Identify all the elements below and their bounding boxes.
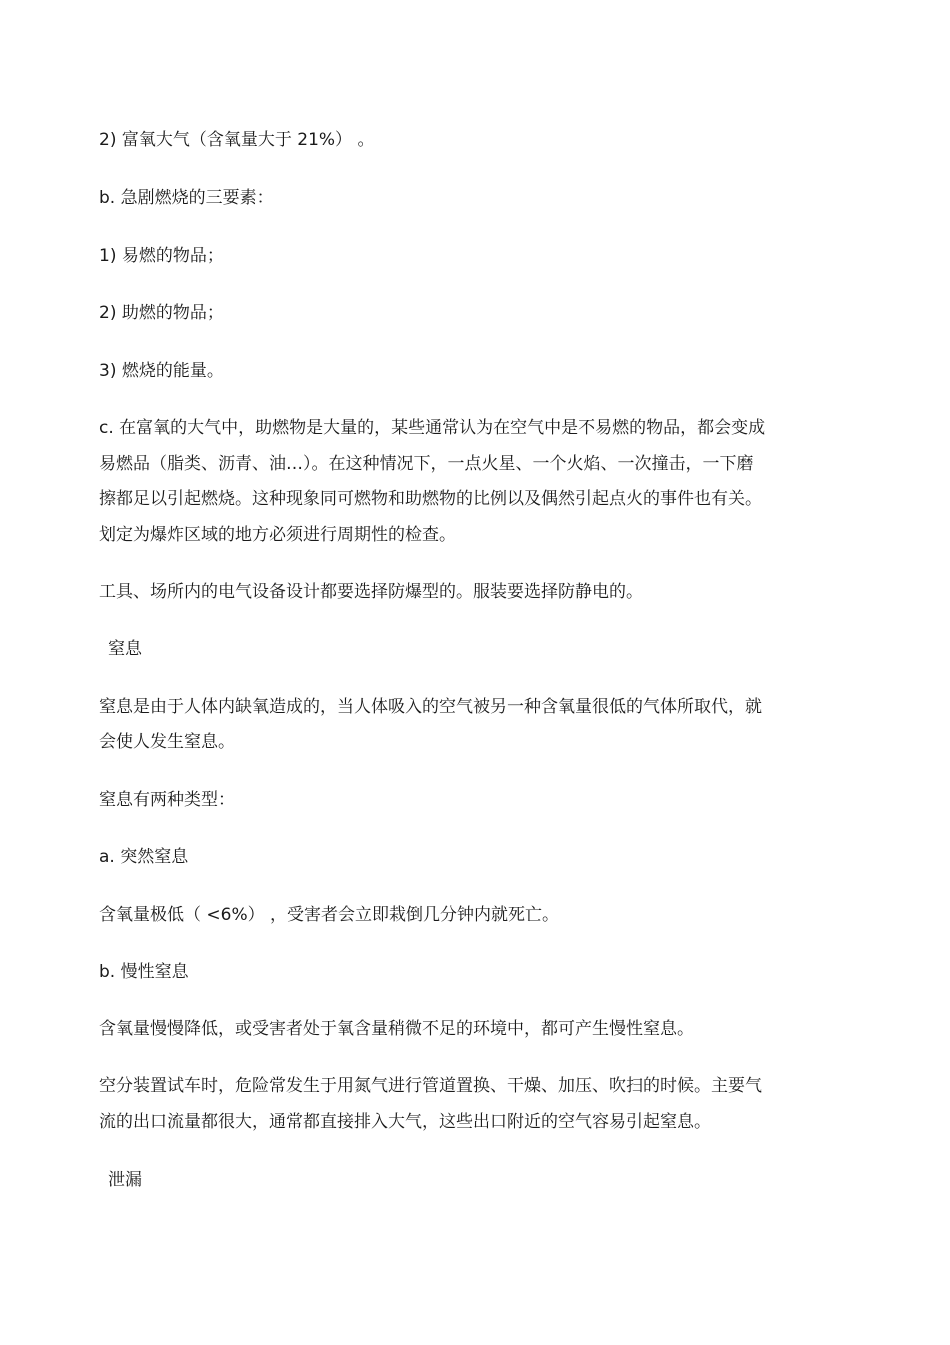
section-heading-asphyxia: 窒息 [108,639,142,659]
list-item-combustion-supporting: 2) 助燃的物品； [99,303,224,323]
paragraph-line: 窒息有两种类型： [99,790,235,810]
list-item-sudden-asphyxia: a. 突然窒息 [99,847,189,867]
paragraph-line: 流的出口流量都很大，通常都直接排入大气，这些出口附近的空气容易引起窒息。 [99,1112,711,1132]
paragraph-line: 窒息是由于人体内缺氧造成的，当人体吸入的空气被另一种含氧量很低的气体所取代，就 [99,697,762,717]
paragraph-line: c. 在富氧的大气中，助燃物是大量的，某些通常认为在空气中是不易燃的物品，都会变成 [99,418,766,438]
paragraph-line: 含氧量极低（ <6%） ，受害者会立即栽倒几分钟内就死亡。 [99,905,560,925]
paragraph-line: 划定为爆炸区域的地方必须进行周期性的检查。 [99,525,456,545]
list-item-combustion-energy: 3) 燃烧的能量。 [99,361,224,381]
paragraph-line: 含氧量慢慢降低，或受害者处于氧含量稍微不足的环境中，都可产生慢性窒息。 [99,1019,694,1039]
heading-combustion-three-elements: b. 急剧燃烧的三要素： [99,188,274,208]
paragraph-line: 易燃品（脂类、沥青、油…）。在这种情况下，一点火星、一个火焰、一次撞击，一下磨 [99,454,754,474]
list-item-chronic-asphyxia: b. 慢性窒息 [99,962,189,982]
paragraph-line: 空分装置试车时，危险常发生于用氮气进行管道置换、干燥、加压、吹扫的时候。主要气 [99,1076,762,1096]
list-item-oxygen-rich-atmosphere: 2) 富氧大气（含氧量大于 21%） 。 [99,130,375,150]
paragraph-line: 会使人发生窒息。 [99,732,235,752]
list-item-flammable: 1) 易燃的物品； [99,246,224,266]
section-heading-leakage: 泄漏 [108,1170,142,1190]
paragraph-line: 擦都足以引起燃烧。这种现象同可燃物和助燃物的比例以及偶然引起点火的事件也有关。 [99,489,762,509]
paragraph-line: 工具、场所内的电气设备设计都要选择防爆型的。服装要选择防静电的。 [99,582,643,602]
